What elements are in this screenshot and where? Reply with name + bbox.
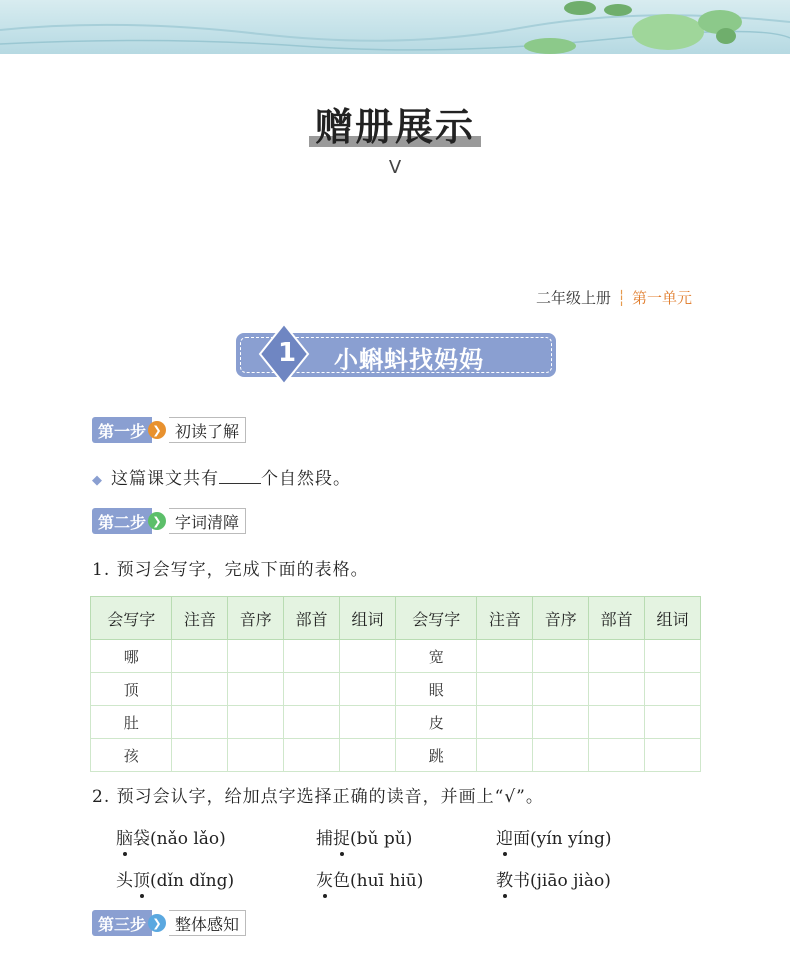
- table-cell-blank[interactable]: [172, 640, 228, 673]
- table-cell-blank[interactable]: [589, 706, 645, 739]
- page-title: [315, 96, 475, 151]
- grade-unit: 第一单元: [632, 289, 693, 307]
- grade-separator: ┆: [617, 289, 627, 307]
- pinyin-character: 捕: [316, 829, 333, 849]
- table-cell-blank[interactable]: [589, 673, 645, 706]
- dotted-character: 教: [496, 871, 513, 891]
- step-3-text: 整体感知: [169, 910, 246, 936]
- table-row: [91, 706, 701, 739]
- table-cell-blank[interactable]: [533, 739, 589, 772]
- diamond-bullet-icon: ◆: [92, 473, 103, 488]
- header-banner-image: [0, 0, 790, 54]
- dotted-character: 捉: [333, 829, 350, 849]
- table-cell-blank[interactable]: [589, 739, 645, 772]
- table-cell-blank[interactable]: [477, 706, 533, 739]
- table-header-cell: 会写字: [91, 597, 172, 640]
- chevron-right-icon: ❯: [148, 914, 166, 932]
- pinyin-character: 面: [513, 829, 530, 849]
- table-cell-blank[interactable]: [172, 673, 228, 706]
- table-cell-blank[interactable]: [340, 640, 396, 673]
- pinyin-options: (nǎo lǎo): [150, 829, 226, 849]
- pinyin-options: (jiāo jiào): [530, 871, 611, 891]
- lesson-number: 1: [278, 338, 297, 368]
- table-cell-blank[interactable]: [228, 673, 284, 706]
- table-cell-blank[interactable]: [340, 673, 396, 706]
- table-cell-blank[interactable]: [589, 640, 645, 673]
- table-cell-blank[interactable]: [284, 706, 340, 739]
- page-subtitle: V: [388, 157, 402, 178]
- question-paragraph-text-before: 这篇课文共有: [111, 469, 219, 489]
- table-cell-blank[interactable]: [477, 673, 533, 706]
- table-cell-blank[interactable]: [645, 673, 701, 706]
- step-1-header: [92, 417, 246, 443]
- table-cell-blank[interactable]: [533, 673, 589, 706]
- table-cell-character: 眼: [395, 673, 476, 706]
- step-3-header: [92, 910, 246, 936]
- table-cell-blank[interactable]: [477, 739, 533, 772]
- question-2: 2. 预习会认字，给加点字选择正确的读音，并画上“√”。: [92, 787, 544, 807]
- pinyin-choice-item[interactable]: [496, 866, 611, 891]
- question-1: 1. 预习会写字，完成下面的表格。: [92, 560, 369, 580]
- table-cell-blank[interactable]: [645, 739, 701, 772]
- table-row: [91, 673, 701, 706]
- step-1-text: 初读了解: [169, 417, 246, 443]
- table-cell-blank[interactable]: [172, 706, 228, 739]
- table-row: [91, 640, 701, 673]
- table-header-cell: 音序: [533, 597, 589, 640]
- dotted-character: 迎: [496, 829, 513, 849]
- step-2-text: 字词清障: [169, 508, 246, 534]
- pinyin-character: 书: [513, 871, 530, 891]
- pinyin-choice-item[interactable]: [496, 824, 612, 849]
- pinyin-options: (yín yíng): [530, 829, 612, 849]
- table-header-cell: 组词: [645, 597, 701, 640]
- pinyin-choice-item[interactable]: [316, 866, 423, 891]
- table-header-cell: 部首: [284, 597, 340, 640]
- table-cell-blank[interactable]: [284, 640, 340, 673]
- table-cell-blank[interactable]: [340, 739, 396, 772]
- table-header-cell: 注音: [477, 597, 533, 640]
- step-2-header: [92, 508, 246, 534]
- table-cell-blank[interactable]: [645, 706, 701, 739]
- question-paragraph-count: [92, 464, 351, 489]
- table-cell-character: 宽: [395, 640, 476, 673]
- character-table: [90, 596, 701, 772]
- table-cell-blank[interactable]: [477, 640, 533, 673]
- table-cell-character: 顶: [91, 673, 172, 706]
- table-cell-blank[interactable]: [228, 640, 284, 673]
- table-cell-blank[interactable]: [172, 739, 228, 772]
- pinyin-choice-item[interactable]: [116, 866, 234, 891]
- table-row: [91, 739, 701, 772]
- pinyin-character: 色: [333, 871, 350, 891]
- table-cell-character: 肚: [91, 706, 172, 739]
- pinyin-choice-item[interactable]: [116, 824, 226, 849]
- table-cell-blank[interactable]: [284, 673, 340, 706]
- table-header-cell: 会写字: [395, 597, 476, 640]
- step-2-label: 第二步: [92, 508, 152, 534]
- table-header-cell: 音序: [228, 597, 284, 640]
- pinyin-character: 袋: [133, 829, 150, 849]
- table-cell-blank[interactable]: [228, 706, 284, 739]
- pinyin-options: (bǔ pǔ): [350, 829, 413, 849]
- table-cell-character: 孩: [91, 739, 172, 772]
- table-cell-blank[interactable]: [645, 640, 701, 673]
- chevron-right-icon: ❯: [148, 512, 166, 530]
- pinyin-choice-item[interactable]: [316, 824, 412, 849]
- pinyin-options: (huī hiū): [350, 871, 424, 891]
- answer-blank[interactable]: [219, 469, 261, 484]
- table-cell-blank[interactable]: [533, 706, 589, 739]
- grade-unit-label: [536, 287, 692, 308]
- table-cell-blank[interactable]: [284, 739, 340, 772]
- table-cell-blank[interactable]: [340, 706, 396, 739]
- step-3-label: 第三步: [92, 910, 152, 936]
- pond-illustration: [0, 0, 790, 54]
- table-header-cell: 组词: [340, 597, 396, 640]
- pinyin-options: (dǐn dǐng): [150, 871, 235, 891]
- pinyin-character: 头: [116, 871, 133, 891]
- grade-book: 二年级上册: [536, 289, 612, 307]
- table-cell-blank[interactable]: [533, 640, 589, 673]
- chevron-right-icon: ❯: [148, 421, 166, 439]
- table-cell-blank[interactable]: [228, 739, 284, 772]
- table-cell-character: 哪: [91, 640, 172, 673]
- table-header-row: [91, 597, 701, 640]
- dotted-character: 灰: [316, 871, 333, 891]
- table-header-cell: 部首: [589, 597, 645, 640]
- dotted-character: 脑: [116, 829, 133, 849]
- table-header-cell: 注音: [172, 597, 228, 640]
- table-cell-character: 跳: [395, 739, 476, 772]
- page-title-text: 赠册展示: [314, 105, 475, 149]
- lesson-title: 小蝌蚪找妈妈: [334, 346, 484, 374]
- question-paragraph-text-after: 个自然段。: [261, 469, 351, 489]
- dotted-character: 顶: [133, 871, 150, 891]
- table-cell-character: 皮: [395, 706, 476, 739]
- step-1-label: 第一步: [92, 417, 152, 443]
